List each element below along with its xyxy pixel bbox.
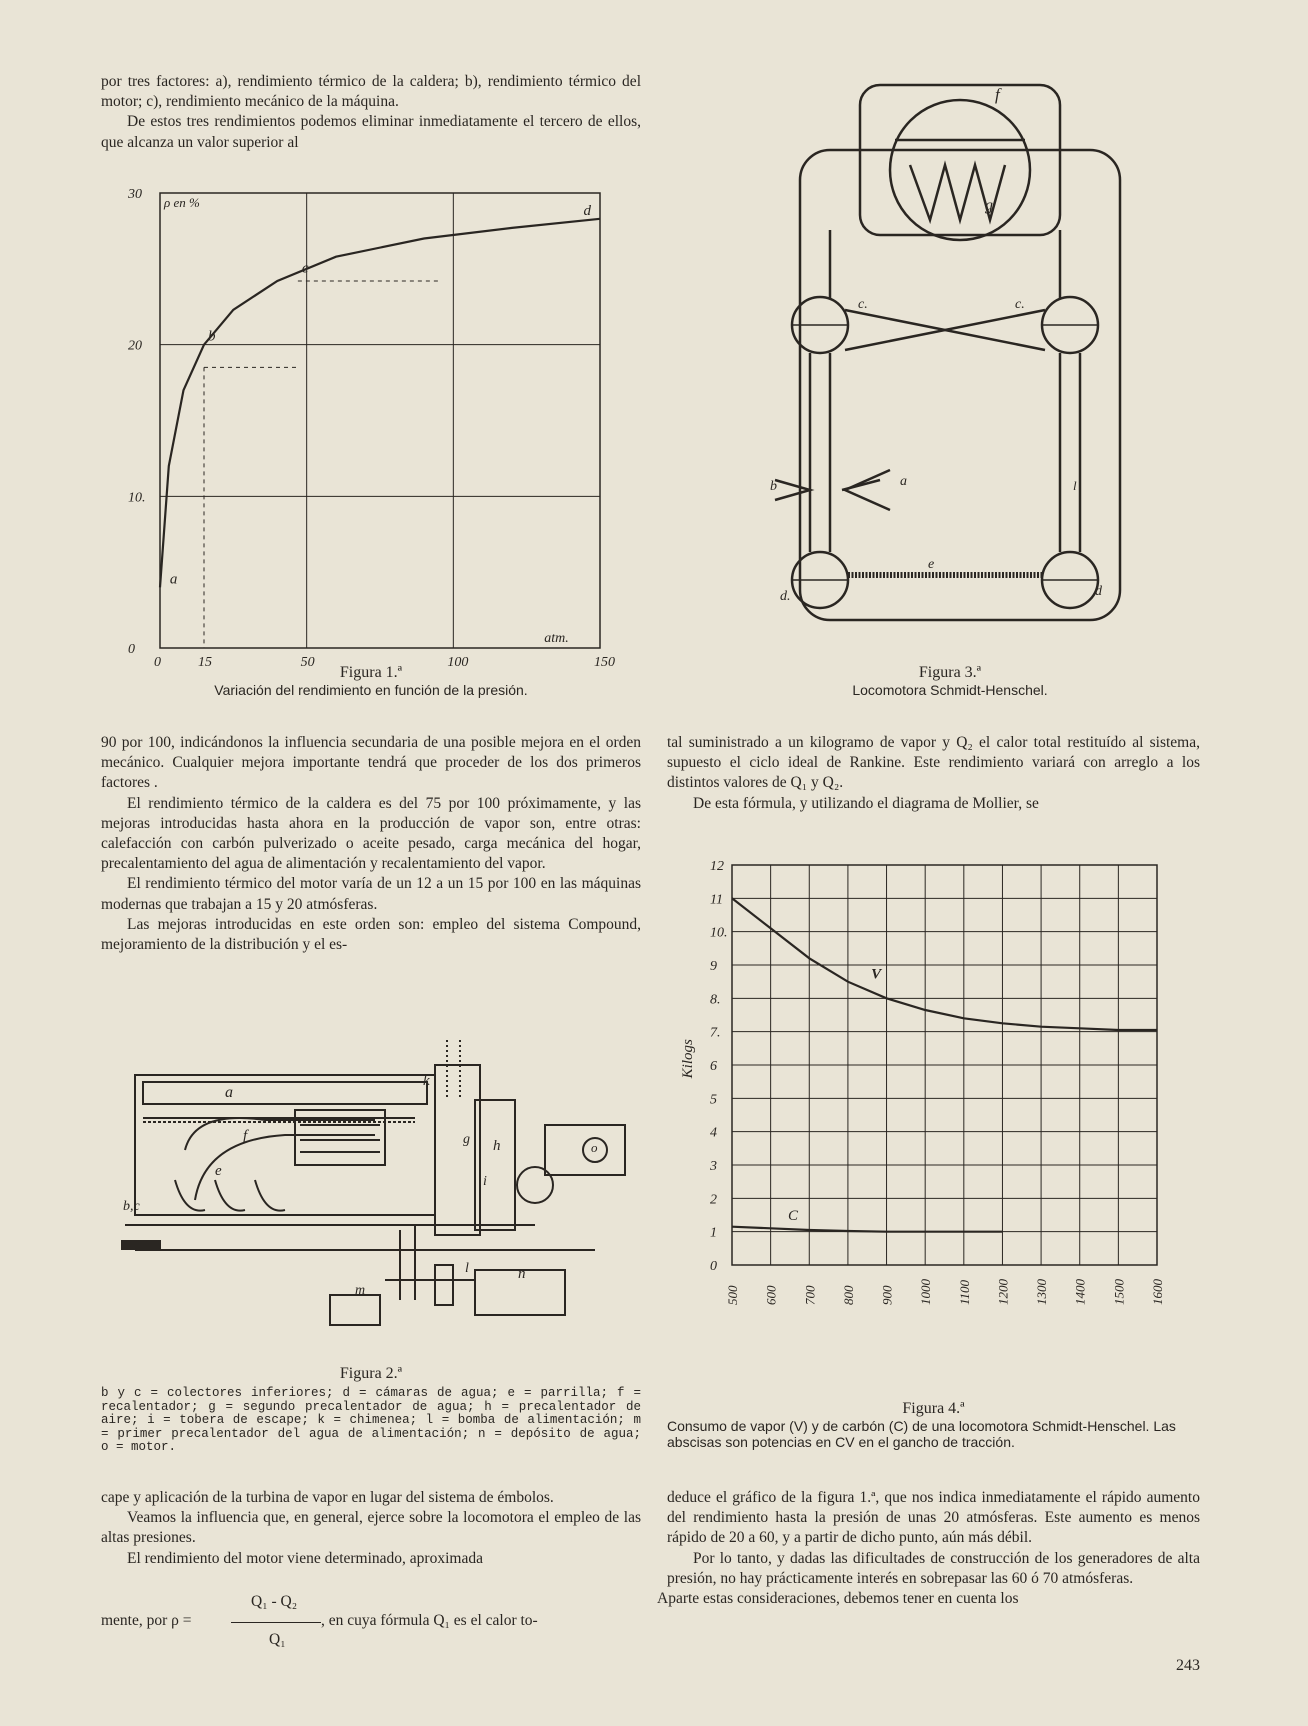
x-tick-label: 1500: [1111, 1279, 1127, 1305]
right-mid-text: [667, 733, 1200, 814]
y-tick-label: 3: [710, 1159, 717, 1174]
y-tick-label: 12: [710, 859, 724, 874]
paragraph: por tres factores: a), rendimiento térmico de la caldera; b), rendimiento térmico del motor; c), rendimiento mecánico de la máquina.: [101, 73, 641, 111]
svg-text:n: n: [518, 1266, 526, 1282]
fig3-subtitle: Locomotora Schmidt-Henschel.: [852, 682, 1048, 698]
paragraph: cape y aplicación de la turbina de vapor en lugar del sistema de émbolos.: [101, 1489, 554, 1506]
page-number: 243: [1176, 1657, 1200, 1674]
svg-text:h: h: [493, 1138, 501, 1154]
paragraph: tal suministrado a un kilogramo de vapor y Q₂ el calor total restituído al sistema, supuesto el ciclo ideal de Rankine. Este rendimiento variará con arreglo a los distintos valores de Q₁ y Q₂.: [667, 734, 1200, 792]
x-tick-label: 1300: [1034, 1279, 1050, 1305]
paragraph: El rendimiento del motor viene determinado, aproximada: [127, 1549, 483, 1567]
fig2-locomotive-diagram: [115, 1040, 635, 1360]
y-tick-label: 7.: [710, 1025, 721, 1041]
x-tick-label: 1000: [918, 1279, 934, 1305]
x-tick-label: 900: [879, 1285, 895, 1305]
formula-bar: [231, 1622, 321, 1623]
y-tick-label: 2: [710, 1192, 717, 1208]
y-tick-label: 10.: [710, 925, 728, 941]
y-tick-label: 1: [710, 1225, 717, 1241]
point-label: a: [169, 571, 178, 588]
x-tick-label: 800: [840, 1285, 856, 1305]
y-axis-label: Kilogs: [680, 1039, 696, 1079]
y-tick-label: 10.: [128, 490, 146, 506]
svg-text:e: e: [928, 557, 935, 572]
formula-numerator: Q₁ - Q₂: [251, 1593, 298, 1610]
paragraph: El rendimiento térmico de la caldera es del 75 por 100 próximamente, y las mejoras introducidas hasta ahora en la producción de vapor son, entre otras: calefacción con carbón pulverizado o aceite pesado, carga mecánica del hogar, precalentamiento del agua de alimentación y recalentamiento del vapor.: [101, 794, 641, 873]
svg-text:g: g: [985, 197, 993, 214]
y-tick-label: 0: [710, 1259, 717, 1274]
formula-suffix: , en cuya fórmula Q₁ es el calor to-: [321, 1612, 538, 1629]
svg-text:d.: d.: [780, 589, 791, 604]
x-tick-label: 15: [198, 655, 212, 670]
x-tick-label: 500: [725, 1285, 740, 1305]
paragraph: El rendimiento térmico del motor varía de un 12 a un 15 por 100 en las máquinas modernas que trabajan a 15 y 20 atmósferas.: [101, 875, 641, 913]
y-tick-label: 8.: [710, 992, 721, 1008]
series-label: C: [788, 1208, 799, 1224]
y-axis-label: ρ en %: [164, 195, 200, 210]
paragraph: De esta fórmula, y utilizando el diagrama de Mollier, se: [693, 794, 1039, 812]
series-line-V: [732, 898, 1157, 1030]
fig4-subtitle: Consumo de vapor (V) y de carbón (C) de una locomotora Schmidt-Henschel. Las abscisas son potencias en CV en el gancho de tracción.: [667, 1418, 1176, 1450]
series-line-C: [732, 1227, 1003, 1232]
y-tick-label: 20: [128, 338, 142, 354]
fig1-caption: [101, 664, 641, 698]
svg-text:g: g: [463, 1132, 470, 1147]
efficiency-curve: [160, 219, 600, 588]
paragraph: De estos tres rendimientos podemos eliminar inmediatamente el tercero de ellos, que alcanza un valor superior al: [101, 113, 641, 151]
y-tick-label: 6: [710, 1059, 717, 1074]
fig3-title: Figura 3.ª: [918, 664, 982, 681]
fig3-boiler-diagram: [770, 70, 1190, 630]
fig2-title: Figura 2.ª: [339, 1365, 403, 1382]
x-tick-label: 1200: [995, 1279, 1011, 1305]
formula: [101, 1592, 641, 1652]
svg-text:d: d: [1095, 584, 1102, 599]
svg-text:c.: c.: [858, 297, 868, 312]
plot-frame: [160, 193, 600, 648]
svg-text:b,c: b,c: [123, 1199, 140, 1214]
fig2-caption: [101, 1365, 641, 1455]
x-tick-label: 1100: [956, 1279, 972, 1305]
paragraph: 90 por 100, indicándonos la influencia secundaria de una posible mejora en el orden mecánico. Cualquier mejora importante tendrá que proceder de los dos primeros factores .: [101, 734, 641, 792]
y-tick-label: 9: [710, 959, 717, 974]
svg-text:i: i: [483, 1174, 487, 1189]
fig4-title: Figura 4.ª: [902, 1400, 965, 1417]
y-tick-label: 5: [710, 1092, 717, 1108]
svg-text:a: a: [900, 474, 907, 489]
x-tick-label: 100: [447, 655, 469, 670]
left-mid-text: [101, 733, 641, 955]
x-tick-label: 150: [594, 655, 615, 670]
fig4-caption: [667, 1400, 1200, 1450]
x-axis-label: atm.: [544, 631, 569, 646]
svg-text:k: k: [423, 1073, 430, 1089]
point-label: b: [208, 328, 216, 345]
point-label: d: [583, 202, 591, 219]
svg-text:m: m: [355, 1283, 366, 1298]
fig4-chart: [680, 845, 1200, 1385]
x-tick-label: 0: [154, 655, 161, 670]
fig1-subtitle: Variación del rendimiento en función de la presión.: [214, 682, 528, 698]
left-top-text: [101, 72, 641, 153]
svg-text:a: a: [225, 1084, 233, 1101]
paragraph: Las mejoras introducidas en este orden son: empleo del sistema Compound, mejoramiento de la distribución y el es-: [101, 915, 641, 954]
y-tick-label: 0: [128, 642, 135, 657]
x-tick-label: 1600: [1150, 1279, 1165, 1305]
paragraph: Por lo tanto, y dadas las dificultades de construcción de los generadores de alta presión, no hay prácticamente interés en sobrepasar las 60 ó 70 atmósferas.: [667, 1549, 1200, 1587]
x-tick-label: 600: [763, 1285, 779, 1305]
point-label: c: [301, 260, 309, 277]
series-label: V: [871, 966, 882, 983]
paragraph: deduce el gráfico de la figura 1.ª, que nos indica inmediatamente el rápido aumento del rendimiento hasta la presión de unas 20 atmósferas. Este aumento es menos rápido de 20 a 60, y a partir de dicho punto, aún más débil.: [667, 1489, 1200, 1547]
x-tick-label: 700: [802, 1285, 818, 1305]
y-tick-label: 11: [710, 892, 723, 908]
fig1-chart: [120, 188, 640, 668]
svg-text:c.: c.: [1015, 297, 1025, 312]
svg-text:f: f: [243, 1128, 248, 1144]
left-bottom-text: [101, 1488, 641, 1569]
right-bottom-text: [657, 1488, 1200, 1609]
svg-text:l: l: [1073, 478, 1077, 493]
fig3-caption: [700, 664, 1200, 698]
formula-denominator: Q₁: [269, 1631, 286, 1648]
x-tick-label: 1400: [1072, 1279, 1088, 1305]
svg-text:b: b: [770, 479, 777, 494]
paragraph: Aparte estas consideraciones, debemos tener en cuenta los: [657, 1590, 1019, 1608]
y-tick-label: 4: [710, 1125, 717, 1141]
svg-text:l: l: [465, 1261, 469, 1276]
svg-text:f: f: [995, 85, 1000, 104]
y-tick-label: 30: [128, 187, 142, 202]
svg-text:o: o: [591, 1140, 598, 1155]
plate-tag: [121, 1240, 161, 1250]
svg-text:e: e: [215, 1163, 222, 1179]
fig2-legend: b y c = colectores inferiores; d = cámaras de agua; e = parrilla; f = recalentador; g = segundo precalentador de agua; h = precalentador de aire; i = tobera de escape; k = chimenea; l = bomba de alimentación; m = primer precalentador del agua de alimentación; n = depósito de agua; o = motor.: [101, 1386, 641, 1454]
fig1-title: Figura 1.ª: [339, 664, 403, 681]
x-tick-label: 50: [300, 655, 315, 670]
formula-prefix: mente, por ρ =: [101, 1612, 192, 1629]
paragraph: Veamos la influencia que, en general, ejerce sobre la locomotora el empleo de las altas presiones.: [101, 1509, 641, 1547]
